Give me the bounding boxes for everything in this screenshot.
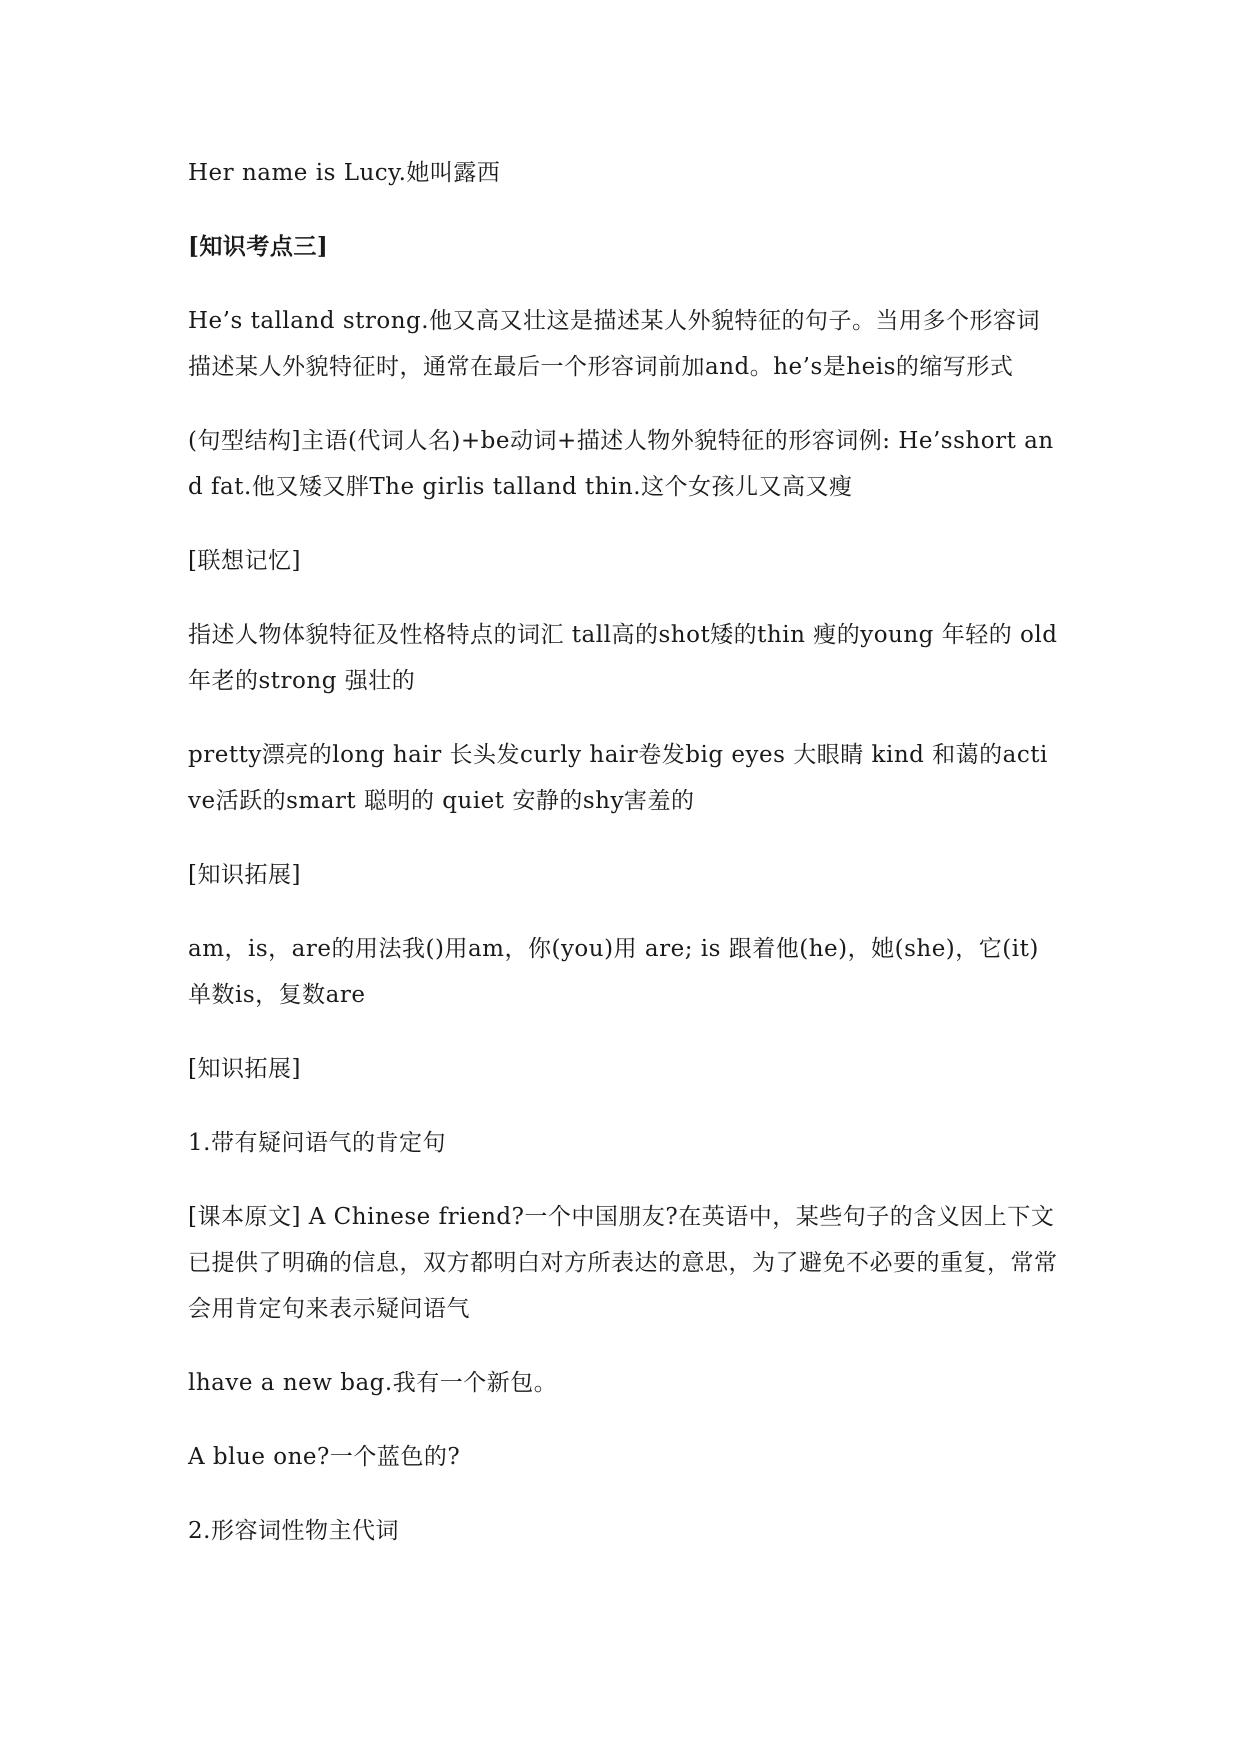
heading-knowledge-point-three: [知识考点三] (188, 233, 329, 260)
paragraph-name-sentence: Her name is Lucy.她叫露西 (188, 160, 501, 186)
document-page (188, 150, 1060, 1582)
heading-association-memory: [联想记忆] (188, 548, 301, 574)
paragraph-personality-vocabulary: pretty漂亮的long hair 长头发curly hair卷发big eyes 大眼睛 kind 和蔼的active活跃的smart 聪明的 quiet 安静的shy害羞的 (188, 742, 1048, 814)
paragraph-textbook-original: [课本原文] A Chinese friend?一个中国朋友?在英语中，某些句子的含义因上下文已提供了明确的信息，双方都明白对方所表达的意思，为了避免不必要的重复，常常会用肯定句来表示疑问语气 (188, 1204, 1058, 1322)
paragraph-sentence-structure: (句型结构]主语(代词人名)+be动词+描述人物外貌特征的形容词例: He’sshort and fat.他又矮又胖The girlis talland thin.这个女孩儿又高又瘦 (188, 428, 1054, 500)
heading-knowledge-extension-2: [知识拓展] (188, 1056, 301, 1082)
paragraph-example-blue-one: A blue one?一个蓝色的? (188, 1444, 461, 1470)
paragraph-example-new-bag: lhave a new bag.我有一个新包。 (188, 1370, 558, 1396)
paragraph-tall-strong: He’s talland strong.他又高又壮这是描述某人外貌特征的句子。当用多个形容词描述某人外貌特征时，通常在最后一个形容词前加and。he’s是heis的缩写形式 (188, 308, 1041, 380)
paragraph-be-verb-usage: am，is，are的用法我()用am，你(you)用 are; is 跟着他(he)，她(she)，它(it)单数is，复数are (188, 936, 1039, 1008)
paragraph-appearance-vocabulary: 指述人物体貌特征及性格特点的词汇 tall高的shot矮的thin 瘦的young 年轻的 old 年老的strong 强壮的 (188, 622, 1058, 694)
paragraph-affirmative-question: 1.带有疑问语气的肯定句 (188, 1130, 446, 1156)
heading-knowledge-extension-1: [知识拓展] (188, 862, 301, 888)
paragraph-possessive-adjectives: 2.形容词性物主代词 (188, 1518, 399, 1544)
